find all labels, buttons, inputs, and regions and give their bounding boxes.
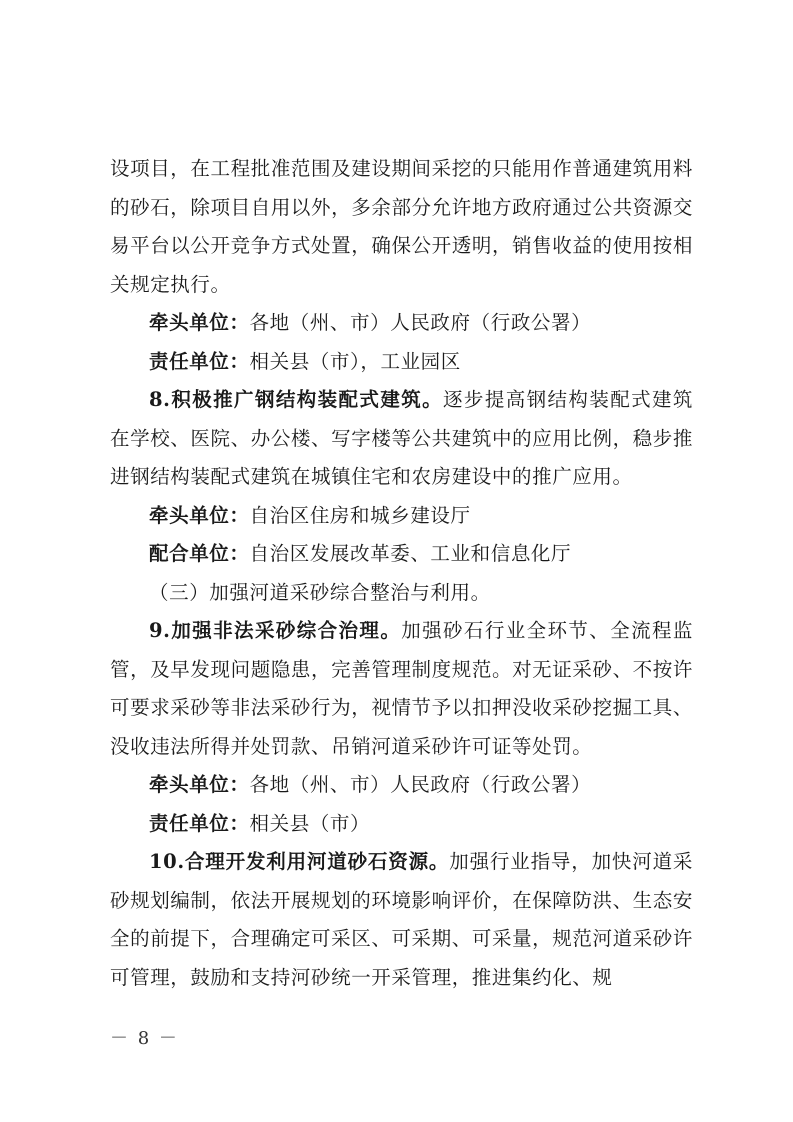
paragraph-text: （三）加强河道采砂综合整治与利用。	[149, 580, 491, 604]
paragraph-6	[110, 535, 693, 574]
paragraph-1	[110, 150, 693, 304]
paragraph-text: 各地（州、市）人民政府（行政公署）	[249, 311, 592, 334]
paragraph-10	[110, 805, 693, 844]
paragraph-heading: 8.积极推广钢结构装配式建筑。	[149, 388, 444, 411]
paragraph-text: 自治区住房和城乡建设厅	[249, 503, 471, 527]
paragraph-text: 相关县（市），工业园区	[249, 349, 461, 373]
document-body	[110, 150, 693, 997]
paragraph-11	[110, 843, 693, 997]
paragraph-7	[110, 574, 693, 613]
paragraph-heading: 牵头单位：	[149, 503, 250, 527]
paragraph-heading: 牵头单位：	[149, 311, 250, 334]
paragraph-9	[110, 766, 693, 805]
paragraph-4	[110, 381, 693, 497]
page-number: － 8 －	[110, 1028, 179, 1049]
paragraph-heading: 配合单位：	[149, 542, 250, 565]
paragraph-text: 相关县（市）	[249, 811, 371, 835]
paragraph-text: 逐步提高钢结构装配式建筑在学校、医院、办公楼、写字楼等公共建筑中的应用比例，稳步推进钢结构装配式建筑在城镇住宅和农房建设中的推广应用。	[110, 388, 694, 488]
paragraph-heading: 责任单位：	[149, 811, 250, 835]
paragraph-text: 自治区发展改革委、工业和信息化厅	[249, 542, 572, 565]
paragraph-5	[110, 497, 693, 536]
paragraph-heading: 牵头单位：	[149, 773, 250, 796]
paragraph-2	[110, 304, 693, 343]
paragraph-heading: 责任单位：	[149, 349, 250, 373]
paragraph-8	[110, 612, 693, 766]
paragraph-text: 加强砂石行业全环节、全流程监管，及早发现问题隐患，完善管理制度规范。对无证采砂、不按许可要求采砂等非法采砂行为，视情节予以扣押没收采砂挖掘工具、没收违法所得并处罚款、吊销河道采砂许可证等处罚。	[110, 619, 693, 758]
paragraph-heading: 9.加强非法采砂综合治理。	[149, 619, 402, 642]
paragraph-text: 各地（州、市）人民政府（行政公署）	[249, 773, 592, 796]
paragraph-heading: 10.合理开发利用河道砂石资源。	[149, 850, 450, 873]
paragraph-text: 设项目，在工程批准范围及建设期间采挖的只能用作普通建筑用料的砂石，除项目自用以外，多余部分允许地方政府通过公共资源交易平台以公开竞争方式处置，确保公开透明，销售收益的使用按相关规定执行。	[110, 157, 693, 296]
paragraph-text: 加强行业指导，加快河道采砂规划编制，依法开展规划的环境影响评价，在保障防洪、生态安全的前提下，合理确定可采区、可采期、可采量，规范河道采砂许可管理，鼓励和支持河砂统一开采管理，推进集约化、规	[110, 850, 694, 989]
paragraph-3	[110, 343, 693, 382]
